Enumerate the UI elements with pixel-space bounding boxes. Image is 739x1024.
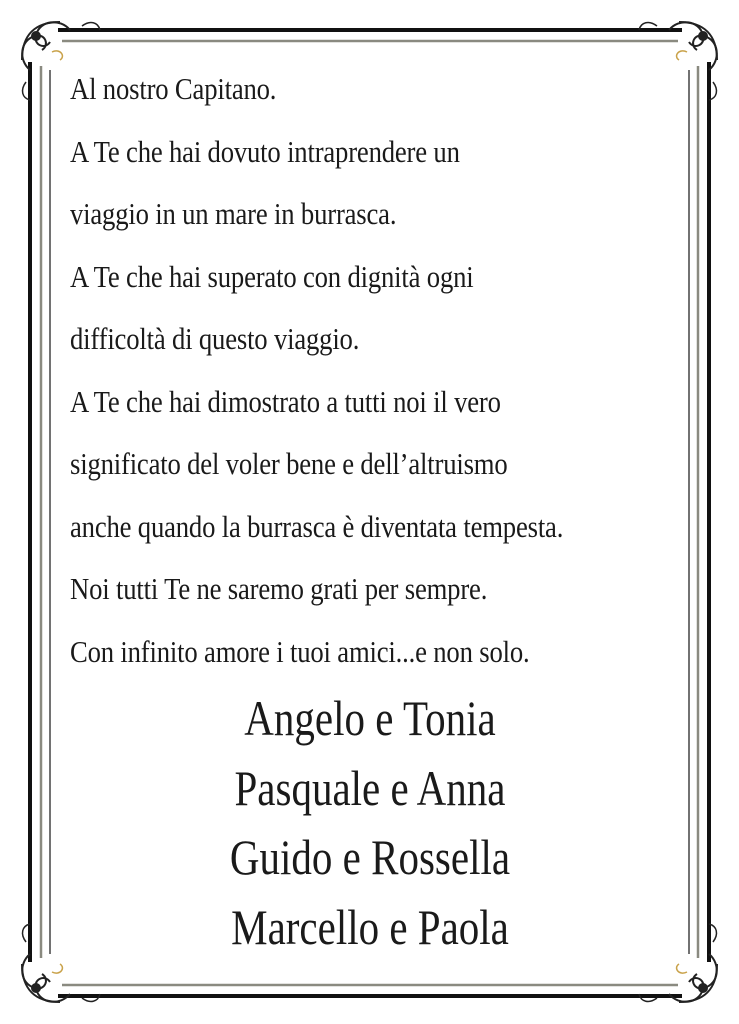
message-line: A Te che hai dovuto intraprendere un xyxy=(70,133,460,169)
signature-name: Pasquale e Anna xyxy=(234,759,506,816)
signature-name: Marcello e Paola xyxy=(231,898,509,955)
signatures-block xyxy=(60,684,680,962)
signature-name: Guido e Rossella xyxy=(229,829,511,885)
message-line: Al nostro Capitano. xyxy=(70,71,277,106)
message-line: viaggio in un mare in burrasca. xyxy=(70,196,397,231)
message-line: difficoltà di questo viaggio. xyxy=(70,321,360,356)
message-line: significato del voler bene e dell’altruismo xyxy=(70,446,508,481)
message-line: Con infinito amore i tuoi amici...e non solo. xyxy=(70,633,530,669)
signature-name: Angelo e Tonia xyxy=(244,690,496,746)
message-line: Noi tutti Te ne saremo grati per sempre. xyxy=(70,571,488,606)
message-text xyxy=(70,58,695,683)
message-line: A Te che hai dimostrato a tutti noi il vero xyxy=(70,383,501,419)
message-line: A Te che hai superato con dignità ogni xyxy=(70,258,474,294)
message-line: anche quando la burrasca è diventata tempesta. xyxy=(70,508,564,544)
